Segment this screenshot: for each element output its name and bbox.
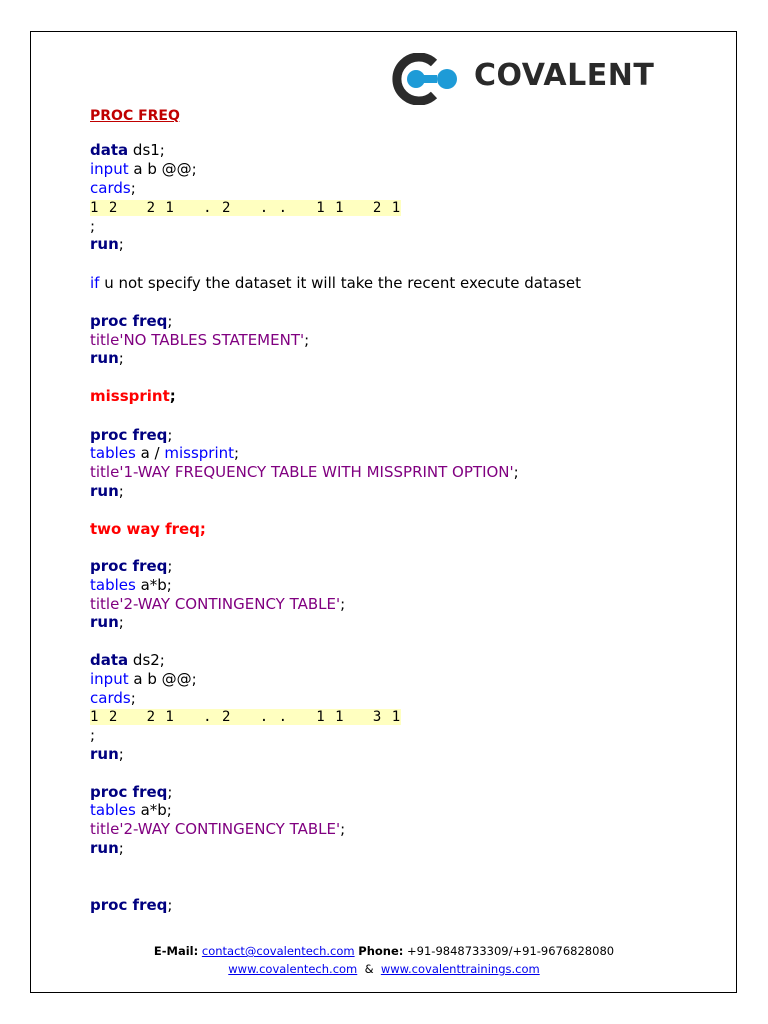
- keyword: run: [90, 349, 119, 367]
- statement: title: [90, 463, 120, 481]
- code-text: ;: [118, 349, 124, 367]
- code-text: ;: [118, 745, 124, 763]
- code-line: [90, 331, 309, 349]
- code-text: ;: [167, 426, 173, 444]
- code-text: a /: [135, 444, 165, 462]
- code-text: ds2;: [128, 651, 165, 669]
- code-line: [90, 141, 165, 159]
- code-line: [90, 482, 124, 500]
- footer-contact-line: [0, 944, 768, 958]
- keyword: data: [90, 651, 129, 669]
- code-text: ;: [130, 689, 136, 707]
- code-text: a b @@;: [128, 670, 197, 688]
- code-line: [90, 801, 172, 819]
- brand-name: COVALENT: [474, 58, 655, 93]
- keyword: data: [90, 141, 129, 159]
- code-text: ;: [90, 726, 96, 744]
- missprint-label: [90, 387, 176, 405]
- two-way-label: [90, 520, 206, 538]
- keyword: proc freq: [90, 426, 168, 444]
- code-text: a b @@;: [128, 160, 197, 178]
- code-text: ;: [340, 820, 346, 838]
- code-line: [90, 651, 165, 669]
- code-line: [90, 426, 172, 444]
- code-line: [90, 726, 95, 744]
- code-line: [90, 783, 172, 801]
- option: missprint: [164, 444, 235, 462]
- code-text: ;: [130, 179, 136, 197]
- code-text: ;: [167, 557, 173, 575]
- statement: title: [90, 595, 120, 613]
- email-label: E-Mail:: [153, 944, 199, 958]
- statement: tables: [90, 576, 136, 594]
- code-text: ;: [169, 387, 176, 405]
- code-text: a*b;: [135, 801, 172, 819]
- code-text: ;: [234, 444, 240, 462]
- code-line: [90, 670, 197, 688]
- keyword: proc freq: [90, 783, 168, 801]
- code-line: [90, 613, 124, 631]
- code-text: ;: [167, 312, 173, 330]
- code-text: a*b;: [135, 576, 172, 594]
- code-line: [90, 896, 172, 914]
- code-line: [90, 179, 136, 197]
- statement: title: [90, 820, 120, 838]
- statement: cards: [90, 689, 131, 707]
- string: 'NO TABLES STATEMENT': [119, 331, 305, 349]
- website-link-covalenttrainings[interactable]: www.covalenttrainings.com: [380, 962, 540, 976]
- phone-label: Phone:: [358, 944, 404, 958]
- keyword: run: [90, 482, 119, 500]
- data-line: 1 2 2 1 . 2 . . 1 1 3 1: [90, 709, 402, 725]
- label-text: missprint: [90, 387, 170, 405]
- code-text: ds1;: [128, 141, 165, 159]
- statement: input: [90, 160, 129, 178]
- code-text: ;: [90, 217, 96, 235]
- code-text: ;: [167, 896, 173, 914]
- code-line: [90, 217, 95, 235]
- code-line: [90, 820, 345, 838]
- email-link[interactable]: contact@covalentech.com: [201, 944, 355, 958]
- code-line: [90, 557, 172, 575]
- ampersand: &: [364, 962, 374, 976]
- note-line: [90, 274, 581, 292]
- keyword: proc freq: [90, 557, 168, 575]
- code-line: [90, 839, 124, 857]
- label-text: two way freq;: [90, 520, 206, 538]
- statement: input: [90, 670, 129, 688]
- footer-links-line: [0, 962, 768, 976]
- covalent-logo: [390, 53, 690, 105]
- statement: title: [90, 331, 120, 349]
- statement: tables: [90, 801, 136, 819]
- keyword: proc freq: [90, 896, 168, 914]
- statement: tables: [90, 444, 136, 462]
- keyword: run: [90, 745, 119, 763]
- code-text: ;: [118, 839, 124, 857]
- website-link-covalentech[interactable]: www.covalentech.com: [228, 962, 358, 976]
- code-line: [90, 689, 136, 707]
- code-text: ;: [304, 331, 310, 349]
- code-text: ;: [118, 613, 124, 631]
- code-line: [90, 349, 124, 367]
- code-line: [90, 198, 401, 216]
- phone-number: +91-9848733309/+91-9676828080: [407, 944, 615, 958]
- statement: if: [90, 274, 100, 292]
- keyword: proc freq: [90, 312, 168, 330]
- string: '2-WAY CONTINGENCY TABLE': [119, 820, 341, 838]
- code-line: [90, 235, 124, 253]
- code-text: ;: [118, 482, 124, 500]
- code-line: [90, 707, 401, 725]
- code-text: ;: [118, 235, 124, 253]
- covalent-logo-icon: [390, 53, 474, 105]
- code-text: ;: [340, 595, 346, 613]
- data-line: 1 2 2 1 . 2 . . 1 1 2 1: [90, 200, 402, 216]
- code-line: [90, 576, 172, 594]
- code-text: ;: [167, 783, 173, 801]
- string: '2-WAY CONTINGENCY TABLE': [119, 595, 341, 613]
- code-line: [90, 160, 197, 178]
- code-line: [90, 595, 345, 613]
- statement: cards: [90, 179, 131, 197]
- code-text: u not specify the dataset it will take the recent execute dataset: [99, 274, 581, 292]
- code-line: [90, 444, 239, 462]
- string: '1-WAY FREQUENCY TABLE WITH MISSPRINT OPTION': [119, 463, 514, 481]
- section-heading: PROC FREQ: [90, 108, 180, 124]
- keyword: run: [90, 839, 119, 857]
- keyword: run: [90, 613, 119, 631]
- code-text: ;: [513, 463, 519, 481]
- code-line: [90, 745, 124, 763]
- code-line: [90, 312, 172, 330]
- code-line: [90, 463, 519, 481]
- keyword: run: [90, 235, 119, 253]
